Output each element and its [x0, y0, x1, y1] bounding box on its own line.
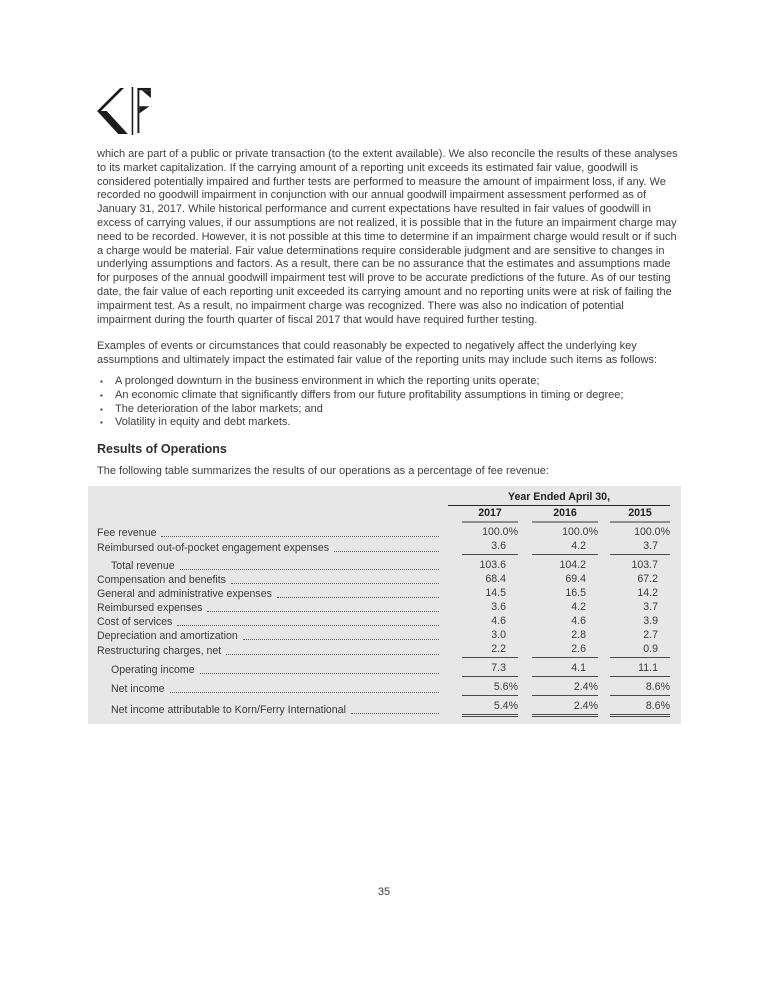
list-item [97, 389, 679, 403]
row-value-2015: 3.7 [643, 600, 658, 613]
square-bullet-icon: ▪ [100, 418, 103, 428]
korn-ferry-logo-icon [97, 87, 151, 135]
row-value-2015: 3.7 [610, 540, 670, 555]
dot-leader [177, 625, 439, 626]
dot-leader [200, 673, 439, 674]
table-intro-text: The following table summarizes the results of our operations as a percentage of fee revenue: [97, 465, 549, 478]
row-value-2016: 2.8 [571, 628, 586, 641]
row-label: Cost of services [97, 615, 173, 628]
row-value-2016: 2.6 [532, 643, 598, 658]
row-label: General and administrative expenses [97, 587, 272, 600]
row-label: Fee revenue [97, 526, 157, 539]
row-value-2017: 5.6% [462, 681, 518, 696]
row-label: Operating income [111, 663, 195, 676]
row-value-2016: 2.4% [532, 700, 598, 717]
row-value-2015: 100.0% [634, 525, 670, 538]
table-column-header-2016: 2016 [532, 507, 598, 523]
kf-logo-k-top-arm [97, 88, 124, 111]
row-value-2017: 5.4% [462, 700, 518, 717]
list-item [97, 403, 679, 417]
dot-leader [277, 597, 439, 598]
list-item-text: Volatility in equity and debt markets. [115, 416, 291, 429]
row-label: Restructuring charges, net [97, 644, 222, 657]
dot-leader [334, 551, 439, 552]
kf-logo-f-mid-arm [139, 106, 149, 113]
square-bullet-icon: ▪ [100, 376, 103, 386]
page-content [97, 0, 679, 724]
row-value-2016: 104.2 [559, 558, 586, 571]
table-row-depreciation-and-amortization [97, 629, 670, 643]
row-label: Net income attributable to Korn/Ferry International [111, 703, 346, 716]
dot-leader [170, 692, 439, 693]
row-value-2017: 14.5 [485, 586, 506, 599]
paragraph-examples-intro: Examples of events or circumstances that could reasonably be expected to negatively affect the underlying key assumptions and ultimately impact the estimated fair value of the reporting units may include such items as follows: [97, 340, 658, 367]
row-value-2017: 2.2 [462, 643, 518, 658]
row-value-2016: 16.5 [565, 586, 586, 599]
row-value-2016: 100.0% [562, 525, 598, 538]
list-item-text: The deterioration of the labor markets; and [115, 402, 323, 415]
dot-leader [243, 639, 439, 640]
bullet-list [97, 375, 679, 430]
row-label: Total revenue [111, 559, 175, 572]
row-label: Net income [111, 682, 165, 695]
table-row-operating-income [97, 662, 670, 677]
dot-leader [351, 713, 439, 714]
kf-logo-k-bottom-arm [97, 111, 128, 134]
row-label: Reimbursed out-of-pocket engagement expenses [97, 541, 330, 554]
row-value-2015: 103.7 [631, 558, 658, 571]
table-row-cost-of-services [97, 615, 670, 629]
row-value-2017: 68.4 [485, 572, 506, 585]
dot-leader [207, 611, 439, 612]
table-row-net-income-attributable [97, 700, 670, 717]
list-item-text: A prolonged downturn in the business environment in which the reporting units operate; [115, 374, 540, 387]
square-bullet-icon: ▪ [100, 404, 103, 414]
row-value-2017: 100.0% [482, 525, 518, 538]
row-value-2015: 3.9 [643, 614, 658, 627]
row-value-2015: 8.6% [610, 681, 670, 696]
row-value-2016: 69.4 [565, 572, 586, 585]
paragraph-goodwill-impairment: which are part of a public or private transaction (to the extent available). We also reconcile the results of these analyses to its market capitalization. If the carrying amount of a reporting unit exceeds its estimated fair value, goodwill is considered potentially impaired and further tests are performed to measure the amount of impairment loss, if any. We recorded no goodwill impairment in conjunction with our annual goodwill impairment assessment performed as of January 31, 2017. While historical performance and current expectations have resulted in fair values of goodwill in excess of carrying values, if our assumptions are not realized, it is possible that in the future an impairment charge may need to be recorded. However, it is not possible at this time to determine if an impairment charge would result or if such a charge would be material. Fair value determinations require considerable judgment and are sensitive to changes in underlying assumptions and factors. As a result, there can be no assurance that the estimates and assumptions made for purposes of the annual goodwill impairment test will prove to be accurate predictions of the future. As of our testing date, the fair value of each reporting unit exceeded its carrying amount and no reporting units were at risk of failing the impairment test. As a result, no impairment charge was recognized. There was also no indication of potential impairment during the fourth quarter of fiscal 2017 that would have required further testing. [97, 148, 678, 326]
row-value-2015: 67.2 [637, 572, 658, 585]
row-value-2017: 103.6 [479, 558, 506, 571]
table-row-net-income [97, 681, 670, 696]
table-column-header-2015: 2015 [610, 507, 670, 523]
dot-leader [180, 569, 439, 570]
kf-logo-f-stem [137, 88, 139, 133]
results-of-operations-table [88, 486, 681, 724]
table-row-total-revenue [97, 559, 670, 573]
table-header-years-row [97, 507, 670, 523]
row-value-2017: 3.6 [491, 600, 506, 613]
kf-logo-f-top-bar [137, 88, 150, 90]
row-value-2015: 11.1 [610, 662, 670, 677]
table-row-reimbursed-out-of-pocket [97, 540, 670, 555]
kf-logo-divider [132, 87, 134, 135]
table-header-group-row [97, 491, 670, 506]
row-label: Compensation and benefits [97, 573, 226, 586]
row-value-2017: 3.6 [462, 540, 518, 555]
dot-leader [161, 536, 439, 537]
row-value-2017: 4.6 [491, 614, 506, 627]
row-value-2016: 4.2 [532, 540, 598, 555]
row-value-2016: 4.1 [532, 662, 598, 677]
table-row-fee-revenue [97, 526, 670, 540]
row-value-2015: 0.9 [610, 643, 670, 658]
row-value-2017: 3.0 [491, 628, 506, 641]
table-row-reimbursed-expenses [97, 601, 670, 615]
list-item-text: An economic climate that significantly differs from our future profitability assumptions in timing or degree; [115, 388, 624, 401]
list-item [97, 375, 679, 389]
dot-leader [231, 583, 439, 584]
square-bullet-icon: ▪ [100, 390, 103, 400]
row-value-2017: 7.3 [462, 662, 518, 677]
page-number: 35 [377, 886, 391, 898]
table-row-restructuring-charges [97, 643, 670, 658]
row-value-2016: 4.6 [571, 614, 586, 627]
table-column-header-2017: 2017 [462, 507, 518, 523]
row-value-2016: 4.2 [571, 600, 586, 613]
row-value-2016: 2.4% [532, 681, 598, 696]
table-header-year-ended: Year Ended April 30, [448, 491, 670, 506]
list-item [97, 416, 679, 430]
dot-leader [226, 654, 439, 655]
section-heading-results-of-operations: Results of Operations [97, 442, 227, 457]
table-row-compensation-and-benefits [97, 573, 670, 587]
row-label: Depreciation and amortization [97, 629, 238, 642]
row-value-2015: 14.2 [637, 586, 658, 599]
row-value-2015: 8.6% [610, 700, 670, 717]
row-label: Reimbursed expenses [97, 601, 203, 614]
row-value-2015: 2.7 [643, 628, 658, 641]
table-row-general-and-administrative [97, 587, 670, 601]
